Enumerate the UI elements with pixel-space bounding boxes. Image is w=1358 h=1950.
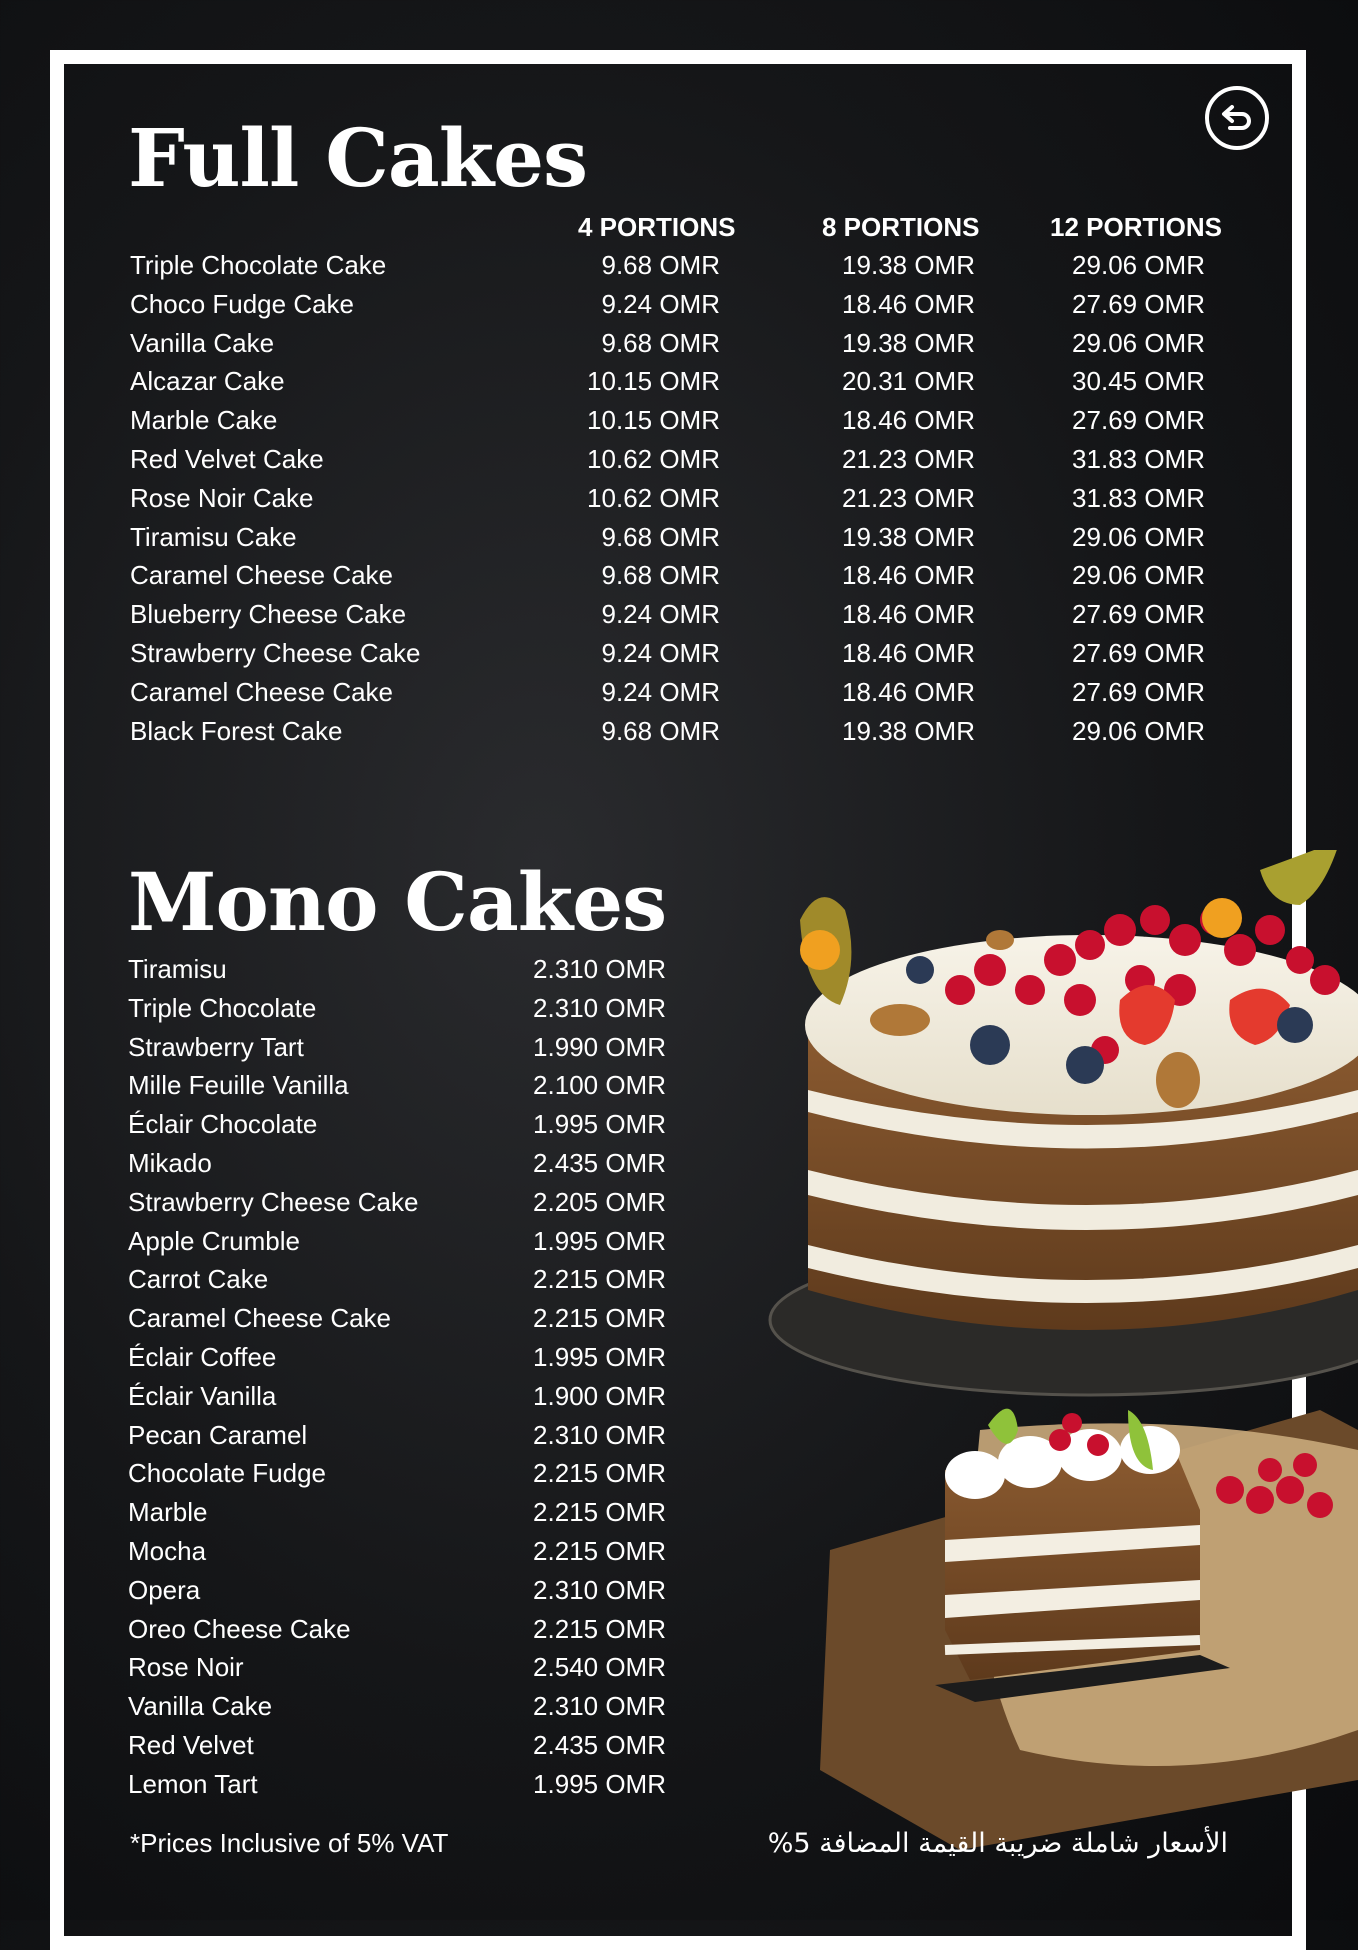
mono-cake-row xyxy=(0,1299,760,1338)
cake-price: 1.900 OMR xyxy=(533,1380,666,1411)
price-4-portions: 10.15 OMR xyxy=(587,366,720,397)
cake-price: 2.310 OMR xyxy=(533,1574,666,1605)
cake-name: Strawberry Tart xyxy=(128,1031,304,1062)
price-12-portions: 29.06 OMR xyxy=(1072,521,1205,552)
price-8-portions: 18.46 OMR xyxy=(842,638,975,668)
price-12-portions: 27.69 OMR xyxy=(1072,288,1205,319)
cake-name: Apple Crumble xyxy=(128,1225,300,1256)
cake-price: 2.310 OMR xyxy=(533,992,666,1023)
cake-price: 2.215 OMR xyxy=(533,1303,666,1334)
price-8-portions: 20.31 OMR xyxy=(842,366,975,397)
cake-name: Mikado xyxy=(128,1148,212,1178)
cake-price: 2.310 OMR xyxy=(533,1419,666,1450)
cake-name: Rose Noir Cake xyxy=(130,482,314,513)
mono-cake-row xyxy=(0,1028,760,1067)
price-12-portions: 27.69 OMR xyxy=(1072,405,1205,436)
price-8-portions: 18.46 OMR xyxy=(842,288,975,319)
full-cake-row xyxy=(0,324,1358,363)
cake-price: 2.215 OMR xyxy=(533,1264,666,1295)
price-12-portions: 27.69 OMR xyxy=(1072,599,1205,630)
mono-cake-row xyxy=(0,1222,760,1261)
price-4-portions: 9.68 OMR xyxy=(601,560,720,591)
cake-name: Caramel Cheese Cake xyxy=(128,1303,392,1334)
cake-name: Choco Fudge Cake xyxy=(130,288,355,319)
price-4-portions: 9.68 OMR xyxy=(601,327,720,358)
price-8-portions: 19.38 OMR xyxy=(842,327,975,358)
price-12-portions: 27.69 OMR xyxy=(1072,676,1205,707)
cake-name: Red Velvet Cake xyxy=(130,444,324,474)
cake-price: 1.995 OMR xyxy=(533,1768,666,1799)
full-cake-row xyxy=(0,362,1358,401)
cake-name: Marble Cake xyxy=(130,405,278,436)
price-4-portions: 10.62 OMR xyxy=(587,482,720,513)
cake-name: Opera xyxy=(128,1574,201,1605)
cake-price: 2.435 OMR xyxy=(533,1148,666,1178)
price-4-portions: 9.68 OMR xyxy=(601,715,720,746)
cake-name: Pecan Caramel xyxy=(128,1419,308,1450)
price-12-portions: 31.83 OMR xyxy=(1072,444,1205,474)
cake-name: Alcazar Cake xyxy=(130,366,285,397)
cake-name: Vanilla Cake xyxy=(130,327,275,358)
mono-cake-row xyxy=(0,1532,760,1571)
price-8-portions: 19.38 OMR xyxy=(842,521,975,552)
price-12-portions: 30.45 OMR xyxy=(1072,366,1205,397)
cake-name: Blueberry Cheese Cake xyxy=(130,599,407,630)
cake-name: Vanilla Cake xyxy=(128,1691,273,1722)
cake-price: 2.215 OMR xyxy=(533,1613,666,1644)
full-cake-row xyxy=(0,673,1358,712)
cake-name: Carrot Cake xyxy=(128,1264,269,1295)
price-8-portions: 18.46 OMR xyxy=(842,676,975,707)
mono-cake-row xyxy=(0,1571,760,1610)
mono-cake-row xyxy=(0,1144,760,1183)
full-cake-row xyxy=(0,246,1358,285)
cake-price: 2.215 OMR xyxy=(533,1536,666,1566)
mono-cake-row xyxy=(0,1260,760,1299)
price-12-portions: 31.83 OMR xyxy=(1072,482,1205,513)
mono-cake-row xyxy=(0,1493,760,1532)
cake-price: 2.215 OMR xyxy=(533,1497,666,1528)
cake-price: 2.435 OMR xyxy=(533,1730,666,1760)
full-cake-row xyxy=(0,634,1358,673)
cake-name: Strawberry Cheese Cake xyxy=(130,638,421,668)
price-8-portions: 19.38 OMR xyxy=(842,250,975,280)
mono-cakes-title: Mono Cakes xyxy=(128,855,667,949)
cake-price: 2.540 OMR xyxy=(533,1652,666,1683)
price-4-portions: 10.62 OMR xyxy=(587,444,720,474)
price-8-portions: 21.23 OMR xyxy=(842,482,975,513)
cake-price: 1.990 OMR xyxy=(533,1031,666,1062)
price-4-portions: 9.68 OMR xyxy=(601,250,720,280)
cake-name: Triple Chocolate Cake xyxy=(130,250,387,280)
cake-name: Éclair Chocolate xyxy=(128,1109,318,1140)
full-cake-row xyxy=(0,285,1358,324)
vat-note-english: *Prices Inclusive of 5% VAT xyxy=(130,1828,449,1858)
cake-name: Triple Chocolate xyxy=(128,992,317,1023)
cake-name: Marble xyxy=(128,1497,208,1528)
back-arrow-icon xyxy=(1220,103,1254,133)
price-4-portions: 9.24 OMR xyxy=(601,288,720,319)
mono-cake-row xyxy=(0,1377,760,1416)
cake-name: Tiramisu Cake xyxy=(130,521,297,552)
cake-price: 2.310 OMR xyxy=(533,1691,666,1722)
cake-price: 1.995 OMR xyxy=(533,1109,666,1140)
mono-cake-row xyxy=(0,1105,760,1144)
cake-name: Tiramisu xyxy=(128,954,227,984)
price-8-portions: 18.46 OMR xyxy=(842,405,975,436)
price-4-portions: 9.68 OMR xyxy=(601,521,720,552)
mono-cake-row xyxy=(0,1765,760,1804)
full-cake-row xyxy=(0,479,1358,518)
price-8-portions: 18.46 OMR xyxy=(842,560,975,591)
cake-price: 2.100 OMR xyxy=(533,1070,666,1101)
full-cake-row xyxy=(0,401,1358,440)
mono-cake-row xyxy=(0,1454,760,1493)
cake-name: Black Forest Cake xyxy=(130,715,343,746)
cake-photo xyxy=(760,850,1358,1860)
mono-cake-row xyxy=(0,1687,760,1726)
mono-cake-row xyxy=(0,950,760,989)
cake-price: 1.995 OMR xyxy=(533,1225,666,1256)
full-cakes-title: Full Cakes xyxy=(128,111,588,205)
back-button[interactable] xyxy=(1205,86,1269,150)
full-cake-row xyxy=(0,595,1358,634)
price-12-portions: 29.06 OMR xyxy=(1072,560,1205,591)
mono-cake-row xyxy=(0,989,760,1028)
full-cake-row xyxy=(0,556,1358,595)
price-4-portions: 10.15 OMR xyxy=(587,405,720,436)
full-cake-row xyxy=(0,518,1358,557)
vat-note-arabic: الأسعار شاملة ضريبة القيمة المضافة 5% xyxy=(767,1828,1228,1859)
cake-price: 2.310 OMR xyxy=(533,954,666,984)
cake-name: Caramel Cheese Cake xyxy=(130,560,394,591)
header-12-portions: 12 PORTIONS xyxy=(1050,212,1222,242)
mono-cake-row xyxy=(0,1338,760,1377)
cake-name: Oreo Cheese Cake xyxy=(128,1613,351,1644)
cake-name: Rose Noir xyxy=(128,1652,244,1683)
cake-name: Caramel Cheese Cake xyxy=(130,676,394,707)
price-12-portions: 29.06 OMR xyxy=(1072,715,1205,746)
price-4-portions: 9.24 OMR xyxy=(601,676,720,707)
cake-price: 2.205 OMR xyxy=(533,1186,666,1217)
cake-price: 1.995 OMR xyxy=(533,1342,666,1372)
cake-name: Red Velvet xyxy=(128,1730,254,1760)
cake-name: Éclair Coffee xyxy=(128,1342,277,1372)
mono-cake-row xyxy=(0,1648,760,1687)
price-12-portions: 29.06 OMR xyxy=(1072,327,1205,358)
mono-cake-row xyxy=(0,1183,760,1222)
cake-name: Strawberry Cheese Cake xyxy=(128,1186,419,1217)
price-8-portions: 18.46 OMR xyxy=(842,599,975,630)
cake-name: Lemon Tart xyxy=(128,1768,258,1799)
cake-name: Mille Feuille Vanilla xyxy=(128,1070,349,1101)
price-12-portions: 29.06 OMR xyxy=(1072,250,1205,280)
price-4-portions: 9.24 OMR xyxy=(601,638,720,668)
mono-cake-row xyxy=(0,1066,760,1105)
mono-cake-row xyxy=(0,1610,760,1649)
cake-name: Mocha xyxy=(128,1536,207,1566)
price-4-portions: 9.24 OMR xyxy=(601,599,720,630)
cake-price: 2.215 OMR xyxy=(533,1458,666,1489)
header-4-portions: 4 PORTIONS xyxy=(578,212,736,242)
mono-cake-row xyxy=(0,1726,760,1765)
header-8-portions: 8 PORTIONS xyxy=(822,212,980,242)
price-8-portions: 21.23 OMR xyxy=(842,444,975,474)
full-cake-row xyxy=(0,440,1358,479)
price-12-portions: 27.69 OMR xyxy=(1072,638,1205,668)
full-cake-row xyxy=(0,712,1358,751)
cake-name: Chocolate Fudge xyxy=(128,1458,327,1489)
mono-cake-row xyxy=(0,1416,760,1455)
cake-name: Éclair Vanilla xyxy=(128,1380,277,1411)
price-8-portions: 19.38 OMR xyxy=(842,715,975,746)
